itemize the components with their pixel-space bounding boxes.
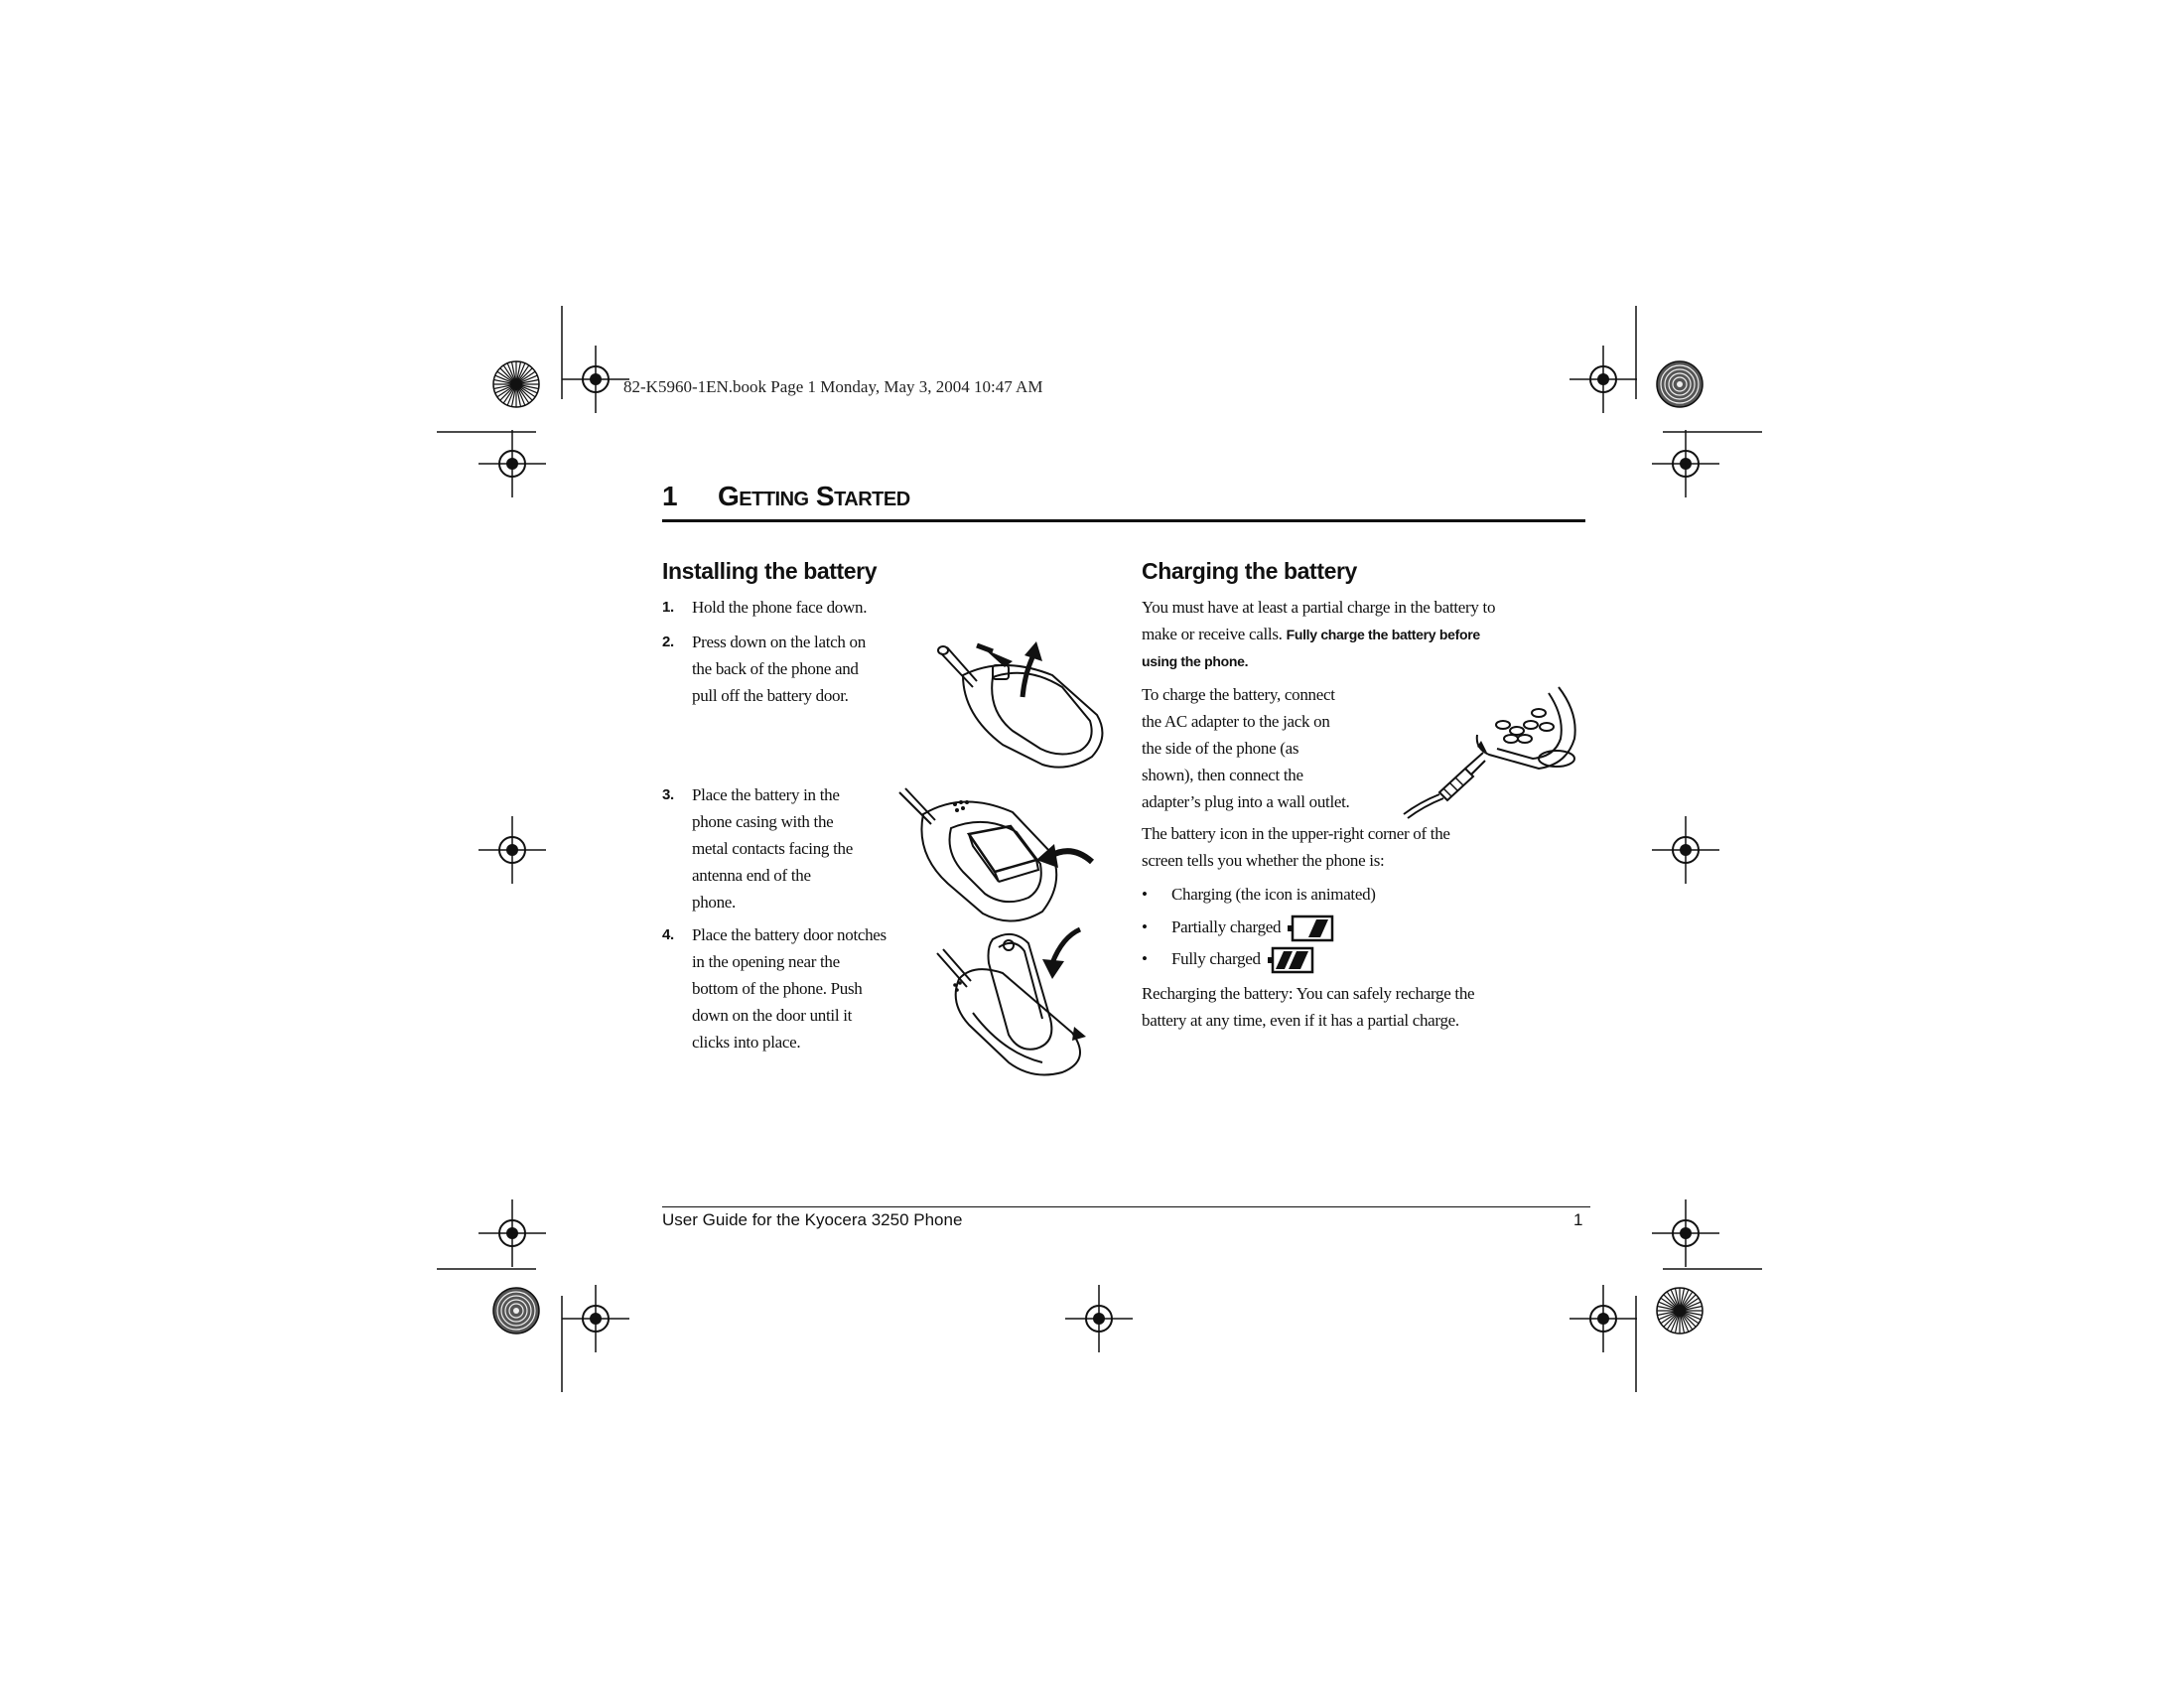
chapter-heading [662,481,1585,512]
battery-icon-text: The battery icon in the upper-right corner of the screen tells you whether the phone is: [1142,824,1450,870]
step-2 [662,629,960,709]
charging-intro: You must have at least a partial charge in the battery to make or receive calls. Fully charge the battery before using the phone. [1142,594,1608,675]
step-3 [662,781,900,915]
remove-door-illustration [933,635,1112,774]
step-text: Place the battery door notches in the opening near the bottom of the phone. Push down on the door until it clicks into place. [692,925,887,1052]
step-4 [662,921,940,1055]
footer-title: User Guide for the Kyocera 3250 Phone [662,1210,963,1229]
replace-door-illustration [933,923,1112,1082]
step-number: 2. [662,633,674,650]
recharging-text: Recharging the battery: You can safely recharge the battery at any time, even if it has a partial charge. [1142,984,1475,1030]
charger-illustration [1400,683,1588,822]
bullet-charging: • Charging (the icon is animated) [1142,885,1376,904]
chapter-number: 1 [662,481,678,511]
charging-connect-text: To charge the battery, connect the AC adapter to the jack on the side of the phone (as shown), then connect the adapter’s plug into a wall outlet. [1142,685,1350,811]
footer-rule [662,1206,1590,1207]
charging-warning-cont: using the phone. [1142,653,1249,669]
chapter-title: Getting Started [718,481,910,511]
step-number: 3. [662,786,674,803]
step-text: Hold the phone face down. [692,598,868,617]
battery-full-icon [1267,946,1314,974]
battery-partial-icon [1287,914,1334,942]
page-number: 1 [1573,1210,1583,1229]
step-1 [662,594,980,621]
chapter-rule [662,519,1585,522]
step-number: 1. [662,599,674,616]
insert-battery-illustration [893,784,1102,933]
step-text: Press down on the latch on the back of the phone and pull off the battery door. [692,633,866,705]
step-number: 4. [662,926,674,943]
bullet-partial: • Partially charged [1142,914,1588,943]
print-stamp: 82-K5960-1EN.book Page 1 Monday, May 3, 2004 10:47 AM [623,377,1043,396]
charging-warning: Fully charge the battery before [1286,627,1480,642]
charging-title: Charging the battery [1142,558,1357,584]
step-text: Place the battery in the phone casing with the metal contacts facing the antenna end of the phone. [692,785,853,912]
bullet-full: • Fully charged [1142,945,1588,975]
installing-title: Installing the battery [662,558,878,584]
